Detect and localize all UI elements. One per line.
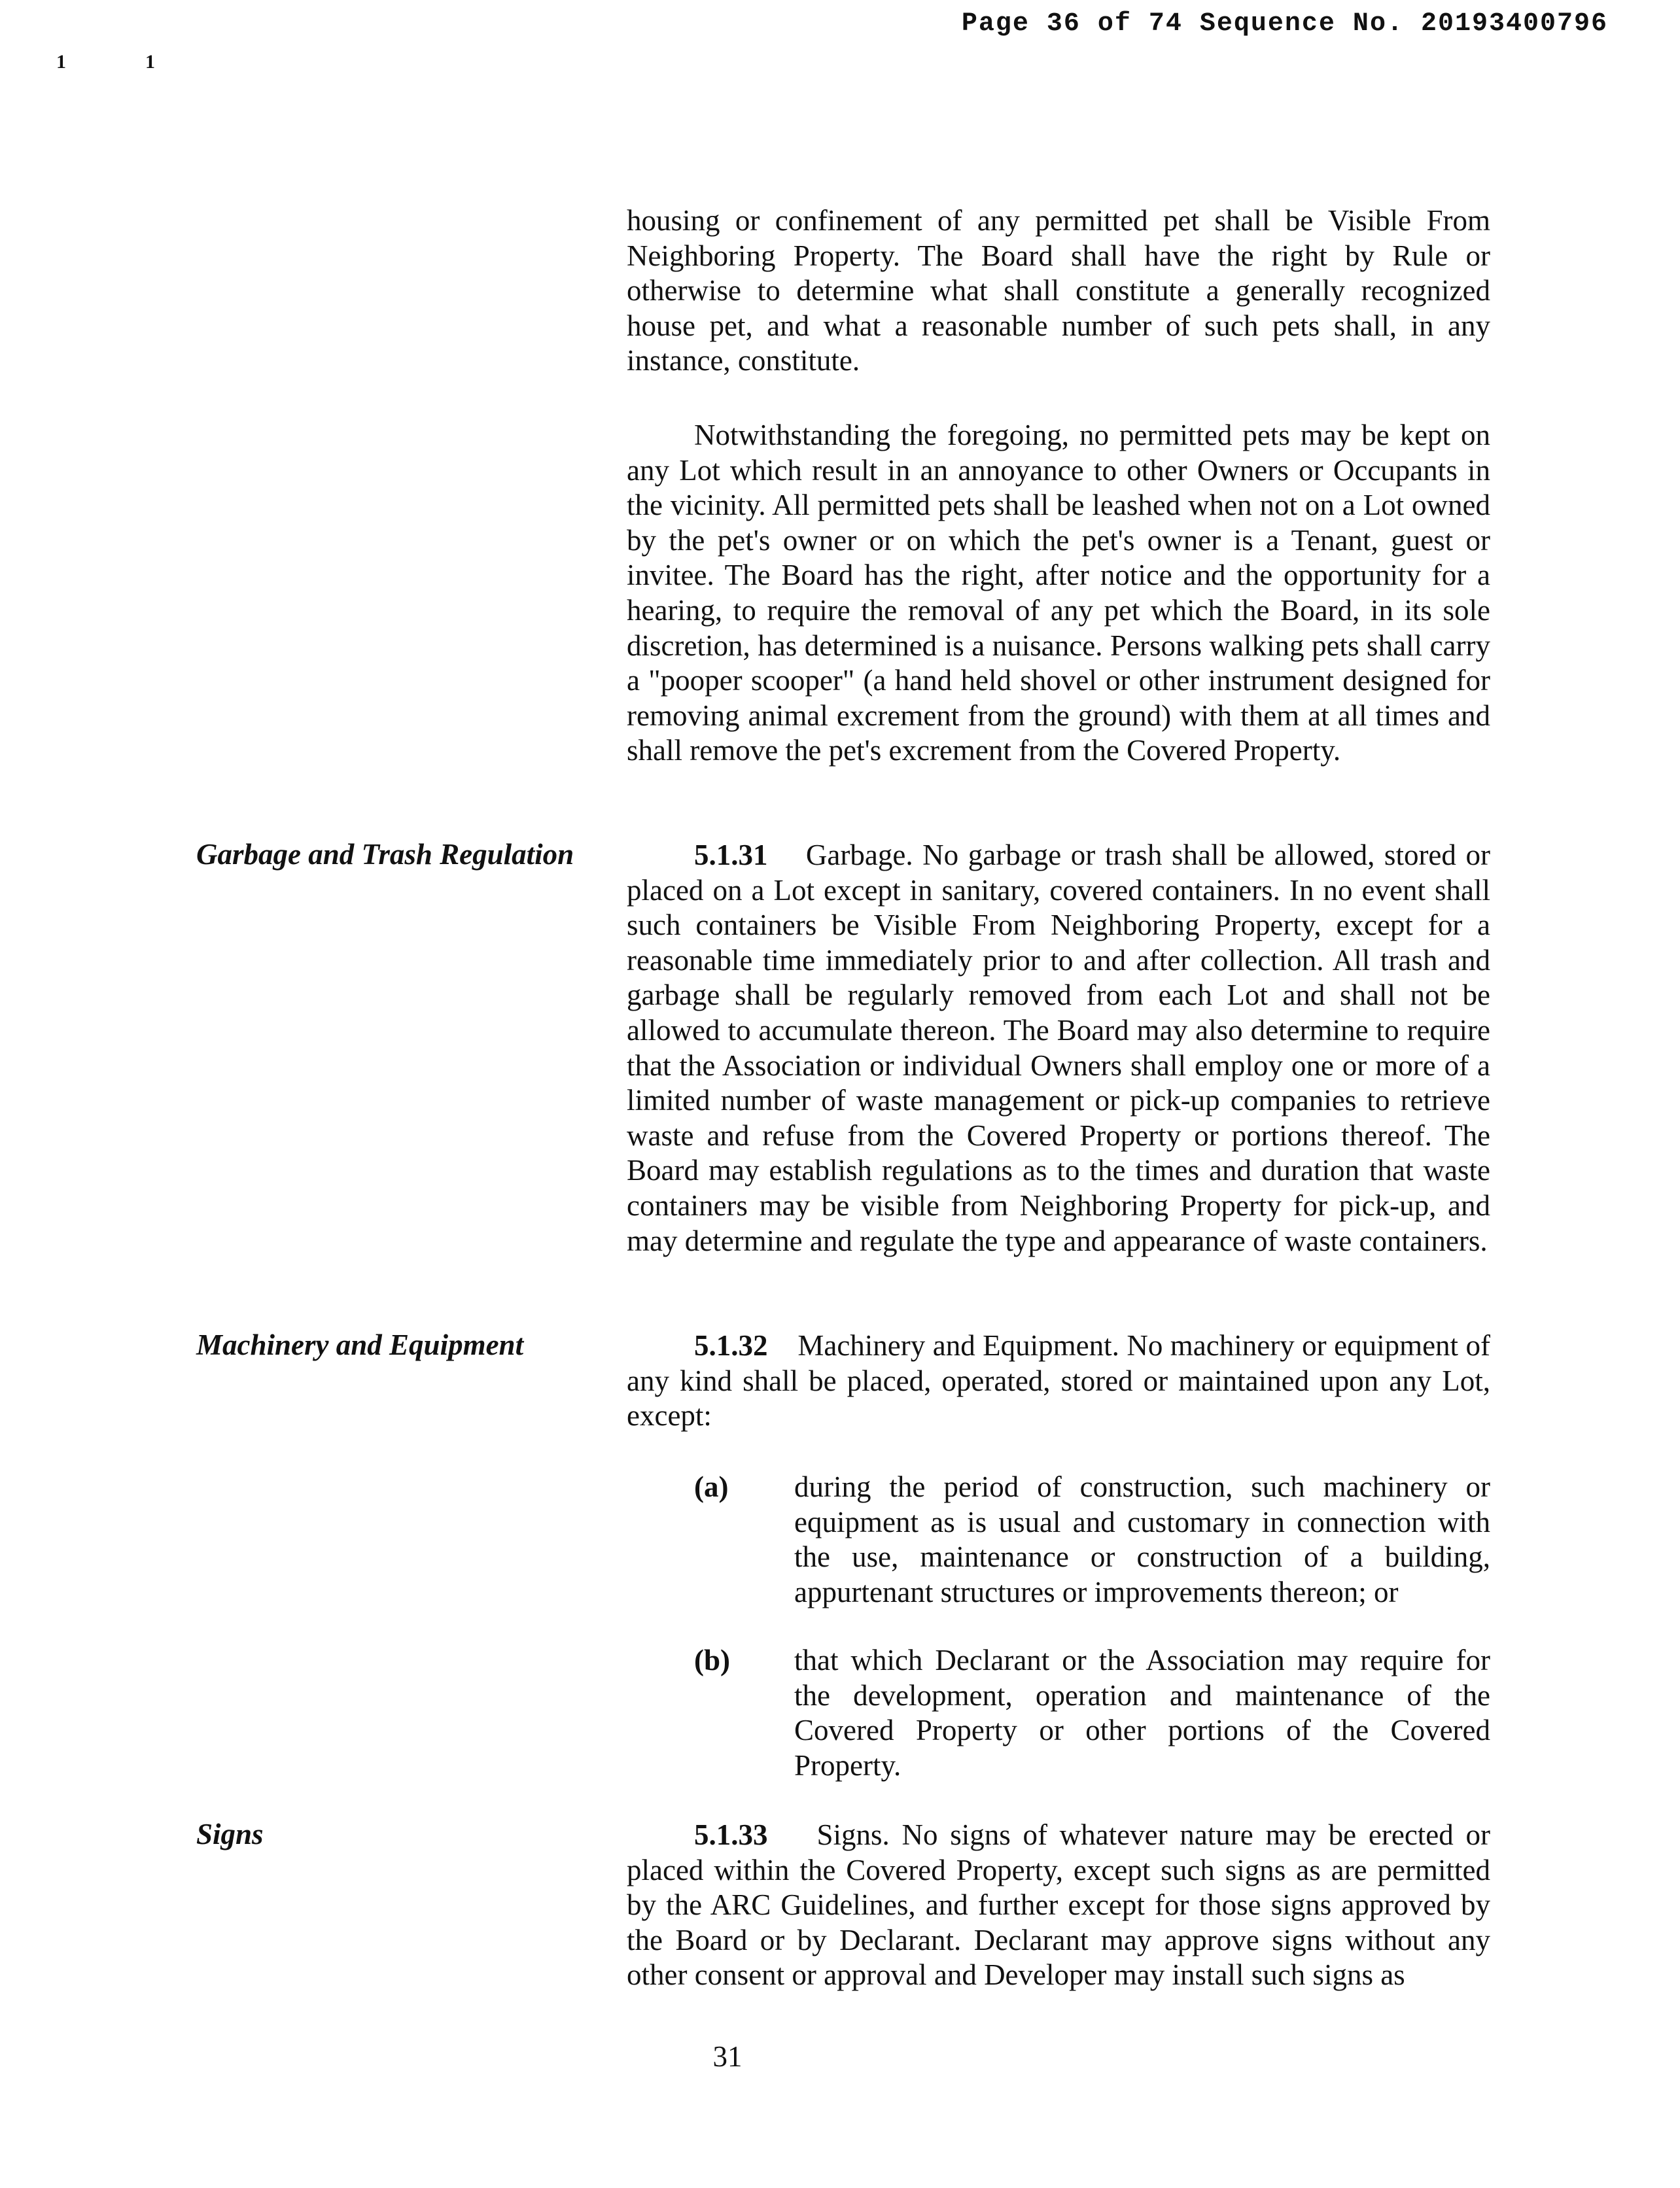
section-5-1-31 (627, 838, 1490, 1259)
section-5-1-33 (627, 1818, 1490, 1993)
section-text: Machinery and Equipment. No machinery or equipment of any kind shall be placed, operated, stored or maintained upon any Lot, except: (627, 1329, 1490, 1433)
section-number: 5.1.33 (694, 1818, 768, 1851)
paragraph-pet-housing: housing or confinement of any permitted pet shall be Visible From Neighboring Property. The Board shall have the right by Rule or otherwise to determine what shall constitute a generally recognized house pet, and what a reasonable number of such pets shall, in any instance, constitute. (627, 204, 1490, 377)
section-5-1-32 (627, 1328, 1490, 1434)
side-heading-signs: Signs (196, 1818, 264, 1850)
margin-mark-left: 1 (56, 51, 66, 73)
list-item-a (627, 1470, 1490, 1610)
section-number: 5.1.31 (694, 839, 768, 871)
side-heading-garbage: Garbage and Trash Regulation (196, 838, 574, 871)
list-item-b (627, 1643, 1490, 1783)
section-number: 5.1.32 (694, 1329, 768, 1362)
margin-mark-right: 1 (145, 51, 155, 73)
page-number-footer (0, 2040, 1680, 2074)
section-text: Signs. No signs of whatever nature may be erected or placed within the Covered Property, except such signs as are permitted by the ARC Guidelines, and further except for those signs approved by the Board or by Declarant. Declarant may approve signs without any other consent or approval and Developer may install such signs as (627, 1818, 1490, 1992)
list-item-text: during the period of construction, such machinery or equipment as is usual and customary in connection with the use, maintenance or construction of a building, appurtenant structures or improvements thereon; or (794, 1470, 1490, 1608)
paragraph-pet-nuisance: Notwithstanding the foregoing, no permitted pets may be kept on any Lot which result in an annoyance to other Owners or Occupants in the vicinity. All permitted pets shall be leashed when not on a Lot owned by the pet's owner or on which the pet's owner is a Tenant, guest or invitee. The Board has the right, after notice and the opportunity for a hearing, to require the removal of any pet which the Board, in its sole discretion, has determined is a nuisance. Persons walking pets shall carry a "pooper scooper" (a hand held shovel or other instrument designed for removing animal excrement from the ground) with them at all times and shall remove the pet's excrement from the Covered Property. (627, 419, 1490, 767)
list-item-label: (a) (694, 1470, 729, 1503)
list-item-label: (b) (694, 1644, 730, 1676)
side-heading-machinery: Machinery and Equipment (196, 1328, 524, 1361)
page-number: 31 (712, 2040, 743, 2073)
page-sequence-header: Page 36 of 74 Sequence No. 20193400796 (961, 9, 1608, 39)
section-text: Garbage. No garbage or trash shall be allowed, stored or placed on a Lot except in sanitary, covered containers. In no event shall such containers be Visible From Neighboring Property, except for a reasonable time immediately prior to and after collection. All trash and garbage shall be regularly removed from each Lot and shall not be allowed to accumulate thereon. The Board may also determine to require that the Association or individual Owners shall employ one or more of a limited number of waste management or pick-up companies to retrieve waste and refuse from the Covered Property or portions thereof. The Board may establish regulations as to the times and duration that waste containers may be visible from Neighboring Property for pick-up, and may determine and regulate the type and appearance of waste containers. (627, 839, 1490, 1257)
list-item-text: that which Declarant or the Association may require for the development, operation and maintenance of the Covered Property or other portions of the Covered Property. (794, 1644, 1490, 1782)
